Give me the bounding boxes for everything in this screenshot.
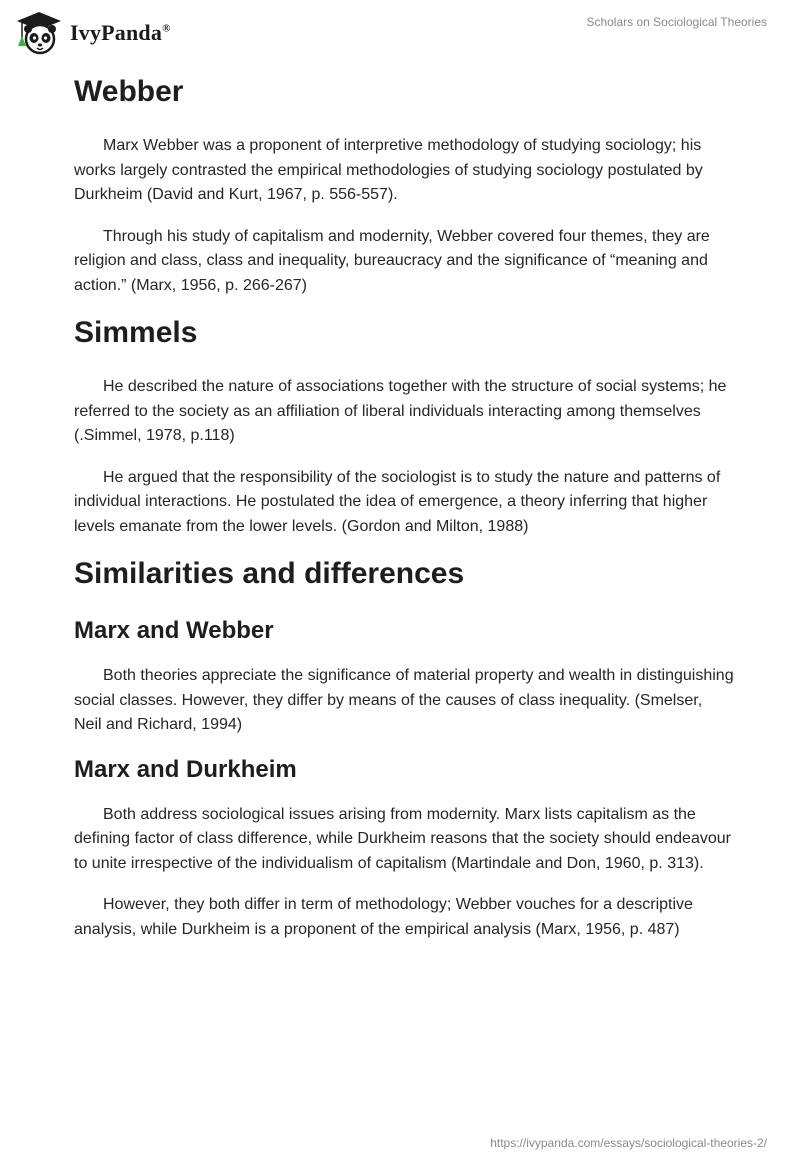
paragraph: Both theories appreciate the significance of material property and wealth in distinguishing social classes. However, they differ by means of the causes of class inequality. (Smelser, Neil and Richard, 1994) [74, 667, 734, 733]
paragraph: He argued that the responsibility of the sociologist is to study the nature and patterns of individual interactions. He postulated the idea of emergence, a theory inferring that higher levels emanate from the lower levels. (Gordon and Milton, 1988) [74, 468, 721, 535]
heading-webber: Webber [74, 75, 184, 108]
paragraph: Marx Webber was a proponent of interpretive methodology of studying sociology; his works largely contrasted the empirical methodologies of studying sociology postulated by Durkheim (David and Kurt, 1967, p. 556-557). [74, 137, 703, 203]
heading-similarities: Similarities and differences [74, 557, 465, 590]
paragraph: Through his study of capitalism and modernity, Webber covered four themes, they are religion and class, class and inequality, bureaucracy and the significance of “meaning and action.” (Marx, 1956, p. 266-267) [74, 227, 710, 294]
paragraph: However, they both differ in term of methodology; Webber vouches for a descriptive analysis, while Durkheim is a proponent of the empirical analysis (Marx, 1956, p. 487) [74, 896, 693, 938]
article-body [74, 68, 734, 959]
panda-graduate-icon [14, 10, 64, 56]
paragraph: He described the nature of associations together with the structure of social systems; he referred to the society as an affiliation of liberal individuals interacting among themselves (.Simmel, 1978, p.118) [74, 378, 727, 444]
ivypanda-logo[interactable] [14, 10, 171, 56]
source-url-link[interactable]: https://ivypanda.com/essays/sociological-theories-2/ [490, 1136, 767, 1150]
document-title: Scholars on Sociological Theories [586, 15, 767, 29]
heading-simmels: Simmels [74, 316, 198, 349]
subheading-marx-durkheim: Marx and Durkheim [74, 755, 297, 783]
brand-name: IvyPanda® [70, 20, 171, 45]
paragraph: Both address sociological issues arising from modernity. Marx lists capitalism as the defining factor of class difference, while Durkheim reasons that the society should endeavour to unite irrespective of the individualism of capitalism (Martindale and Don, 1960, p. 313). [74, 805, 731, 872]
subheading-marx-webber: Marx and Webber [74, 617, 274, 644]
